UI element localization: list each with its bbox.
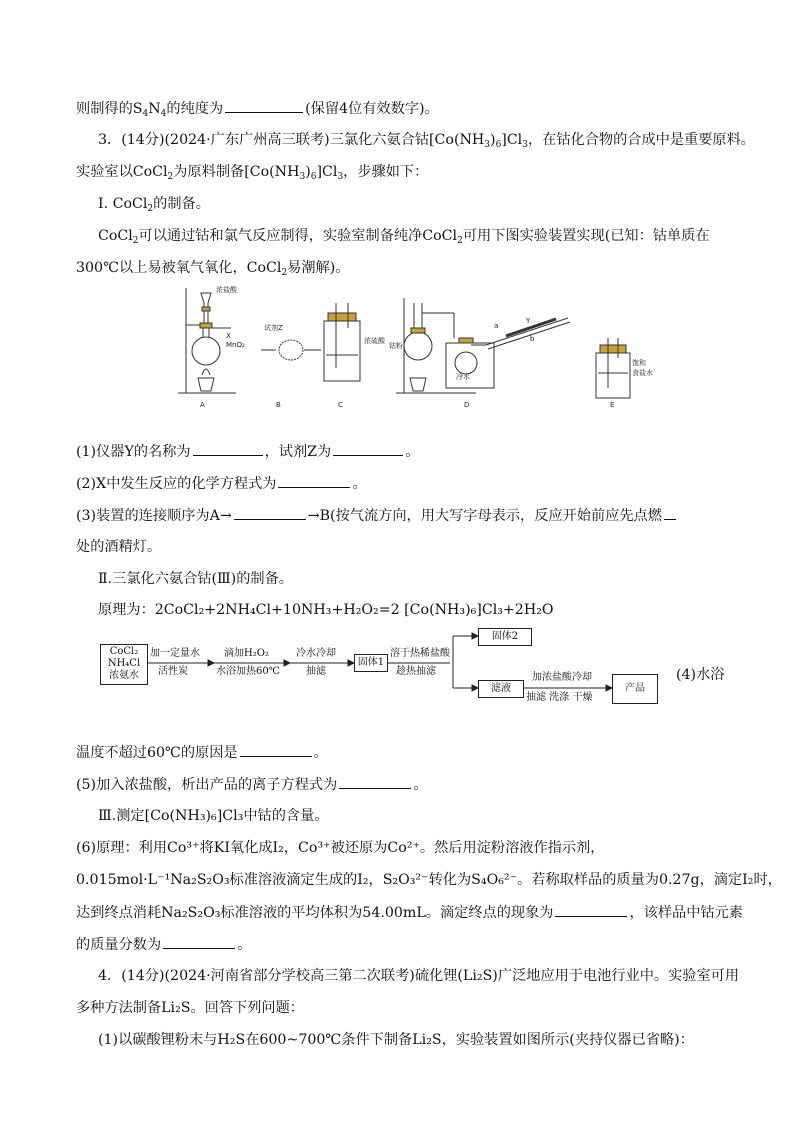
flow-box-start: CoCl₂ NH₄Cl 浓氨水: [100, 644, 148, 685]
label-conc: 浓硫酸: [364, 337, 385, 345]
text-line: CoCl$_2$可以通过钴和氯气反应制得，实验室制备纯净CoCl$_2$可用下图实验装置实现(已知：钴单质在: [98, 228, 710, 246]
label-E: E: [610, 401, 615, 409]
flow-box-product: 产品: [612, 674, 658, 704]
text-line: 处的酒精灯。: [76, 539, 162, 555]
flow-label: 抽滤: [306, 666, 326, 677]
flow-label: 溶于热稀盐酸: [390, 648, 450, 659]
text-line: 达到终点消耗Na₂S₂O₃标准溶液的平均体积为54.00mL。滴定终点的现象为 ，该样品中钴元素: [76, 902, 743, 923]
flow-label: 加一定量水: [150, 648, 200, 659]
text-line: 300℃以上易被氧气氧化，CoCl$_2$易潮解)。: [76, 260, 350, 278]
flow-chart: [100, 628, 660, 708]
question-3-2: (2)X中发生反应的化学方程式为 。: [76, 473, 367, 494]
flow-box-filtrate: 滤液: [478, 680, 524, 698]
question-3-4: 温度不超过60℃的原因是 。: [76, 742, 328, 763]
text-line: 0.015mol·L⁻¹Na₂S₂O₃标准溶液滴定生成的I₂，S₂O₃²⁻转化为S₄O₆²⁻。若称取样品的质量为0.27g，滴定I₂时，: [76, 872, 782, 888]
text-line: 的质量分数为 。: [76, 934, 251, 955]
flow-label: 加浓盐酸冷却: [532, 672, 592, 683]
flow-box-solid2: 固体2: [478, 628, 532, 646]
label-mno2: MnO₂: [226, 341, 245, 349]
flow-label: 抽滤 洗涤 干燥: [526, 692, 593, 703]
text-line: (4)水浴: [676, 667, 725, 683]
question-3-3: (3)装置的连接顺序为A→ →B(按气流方向，用大写字母表示，反应开始前应先点燃: [76, 505, 678, 526]
label-y: Y: [526, 317, 531, 325]
label-cold: 冷水: [456, 373, 470, 381]
label-salt: 食盐水: [632, 369, 653, 377]
label-acid: 浓盐酸: [216, 286, 237, 294]
label-b: b: [530, 335, 535, 343]
flow-label: 水浴加热60℃: [216, 666, 280, 677]
text-line: 则制得的$S_4N_4$的纯度为 (保留4位有效数字)。: [76, 98, 439, 119]
label-x: X: [226, 332, 231, 340]
question-4-intro: 4．(14分)(2024·河南省部分学校高三第二次联考)硫化锂(Li₂S)广泛地应用于电池行业中。实验室可用: [98, 968, 740, 984]
flow-box-solid1: 固体1: [354, 654, 388, 672]
section-heading: Ⅱ.三氯化六氨合钴(Ⅲ)的制备。: [98, 571, 293, 587]
reaction-principle: 原理为：2CoCl₂+2NH₄Cl+10NH₃+H₂O₂=2 [Co(NH₃)₆]Cl₃+2H₂O: [98, 602, 554, 618]
section-heading: Ⅲ.测定[Co(NH₃)₆]Cl₃中钴的含量。: [98, 808, 329, 824]
label-z: 试剂Z: [264, 324, 283, 332]
label-B: B: [276, 401, 281, 409]
text-line: 多种方法制备Li₂S。回答下列问题：: [76, 1000, 304, 1016]
question-3-intro: 3．(14分)(2024·广东广州高三联考)三氯化六氨合钴$[Co(NH_3)_6]Cl_3$，在钴化合物的合成中是重要原料。: [98, 132, 755, 150]
question-3-6: (6)原理：利用Co³⁺将KI氧化成I₂，Co³⁺被还原为Co²⁺。然后用淀粉溶液作指示剂，: [76, 840, 605, 856]
question-4-1: (1)以碳酸锂粉末与H₂S在600~700℃条件下制备Li₂S，实验装置如图所示(夹持仪器已省略)：: [98, 1032, 694, 1048]
text-line: 实验室以CoCl$_2$为原料制备$[Co(NH_3)_6]Cl_3$，步骤如下：: [76, 164, 429, 182]
label-a: a: [494, 322, 499, 330]
section-heading: Ⅰ. CoCl$_2$的制备。: [98, 196, 210, 214]
flow-label: 冷水冷却: [296, 648, 336, 659]
label-cobalt: 钴粉: [389, 342, 403, 350]
flow-label: 滴加H₂O₂: [224, 648, 269, 659]
label-sat: 饱和: [632, 359, 646, 367]
label-C: C: [338, 401, 343, 409]
flow-label: 活性炭: [158, 666, 188, 677]
label-A: A: [200, 401, 205, 409]
flow-label: 趁热抽滤: [396, 666, 436, 677]
apparatus-figure: [176, 283, 666, 413]
question-3-5: (5)加入浓盐酸，析出产品的离子方程式为 。: [76, 774, 428, 795]
question-3-1: (1)仪器Y的名称为 ，试剂Z为 。: [76, 441, 419, 462]
answer-blank: [225, 98, 303, 113]
label-D: D: [464, 401, 470, 409]
